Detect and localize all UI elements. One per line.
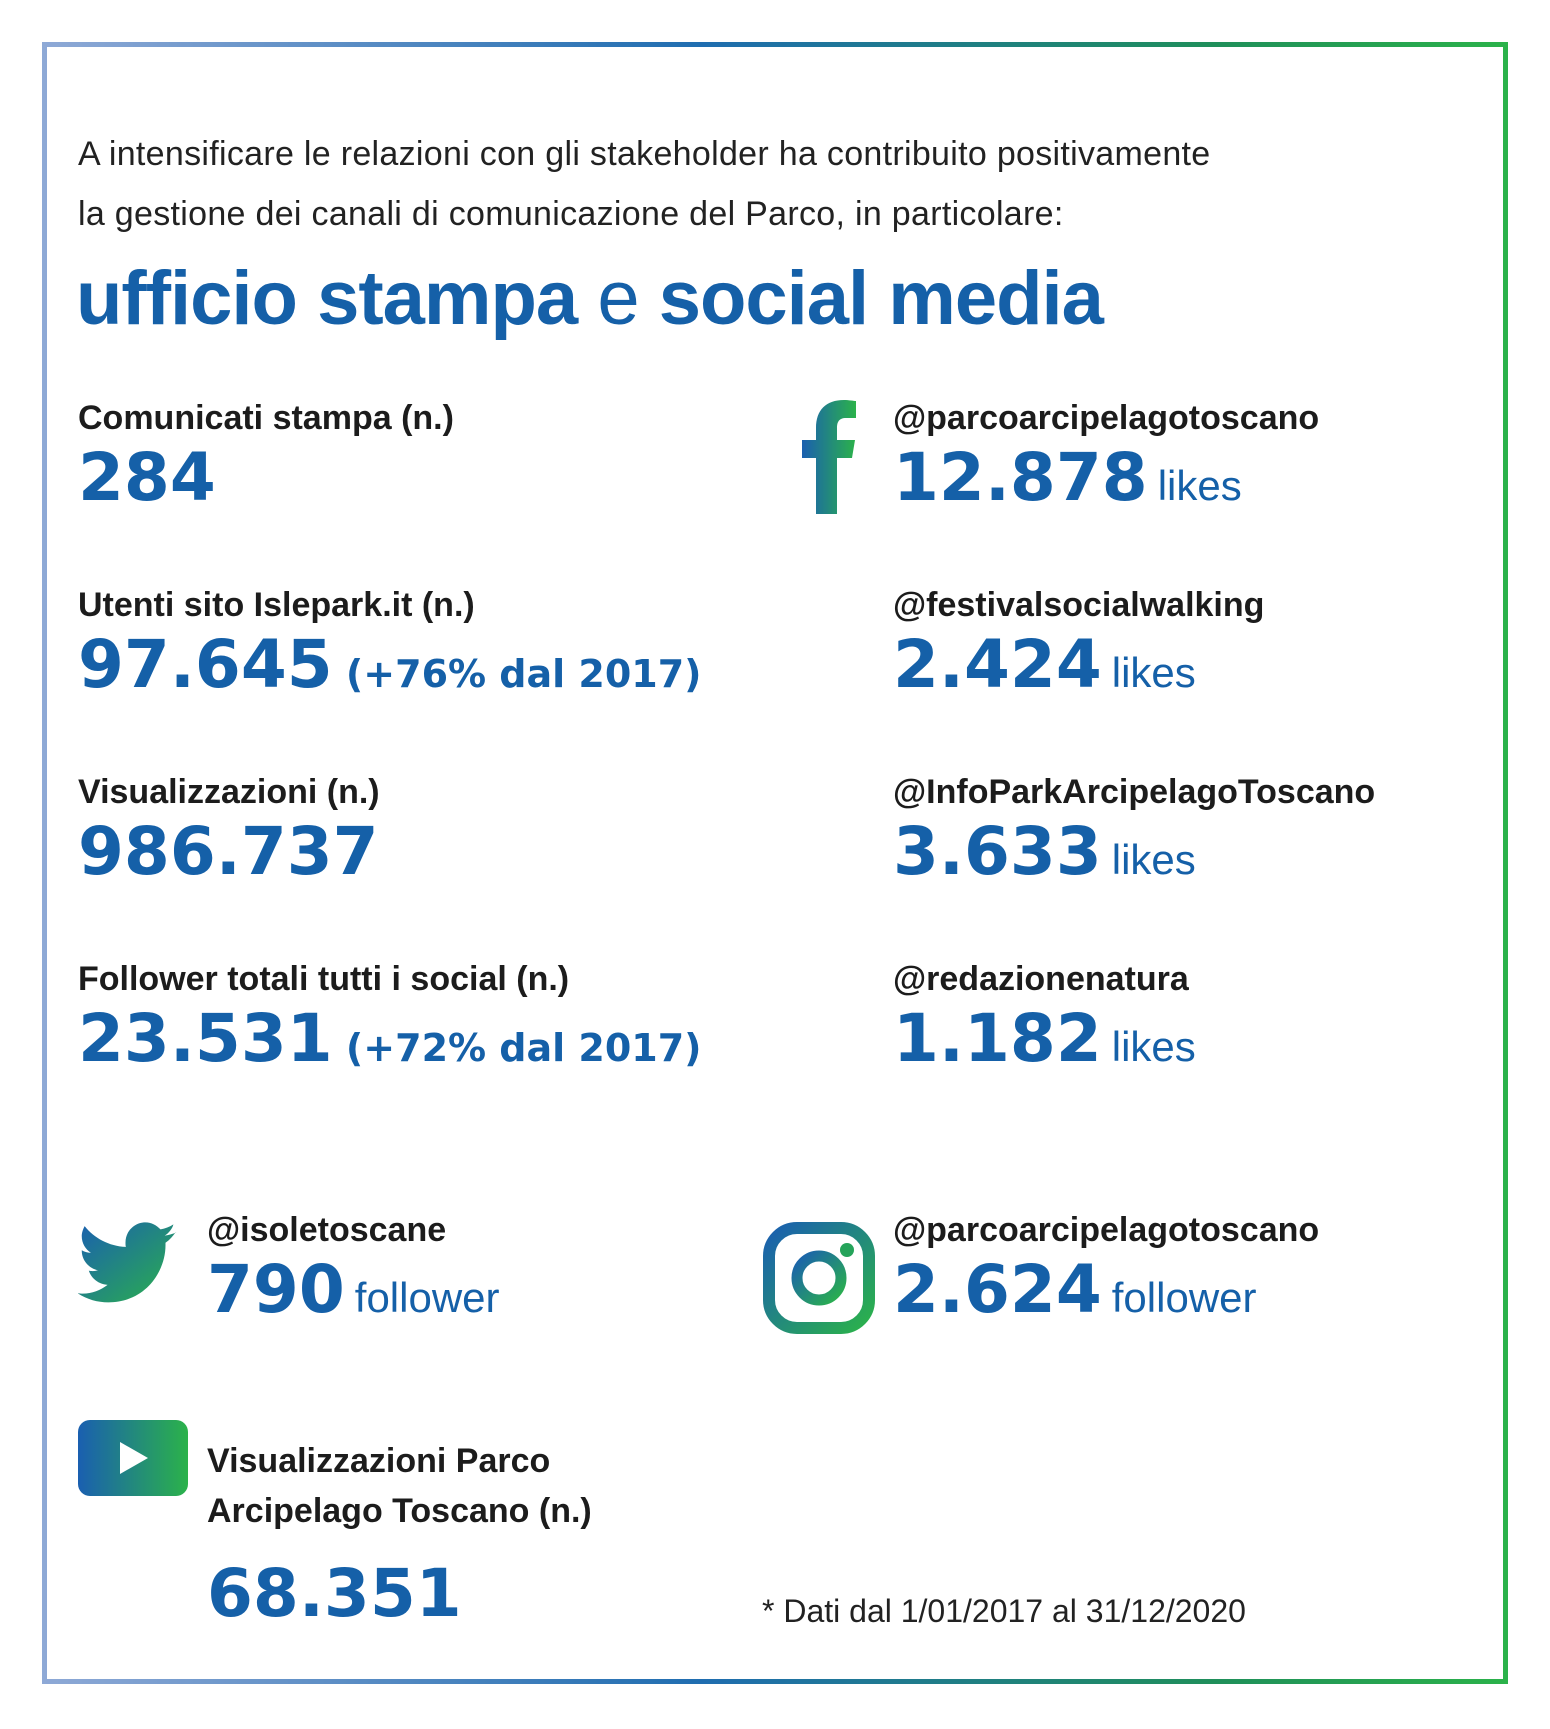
instagram-stat <box>893 1210 1319 1338</box>
facebook-handle: @redazionenatura <box>893 960 1189 998</box>
facebook-likes <box>893 999 1196 1087</box>
followers-unit: follower <box>354 1274 500 1321</box>
intro-line-1: A intensificare le relazioni con gli stakeholder ha contribuito positivamente <box>78 135 1211 173</box>
intro-text <box>78 124 1458 244</box>
stat-value <box>78 812 380 892</box>
youtube-label-line-1: Visualizzazioni Parco <box>207 1442 551 1480</box>
youtube-stat <box>207 1436 592 1634</box>
youtube-play-icon <box>78 1420 188 1496</box>
stat-number: 23.531 <box>78 1000 333 1077</box>
title-part-2: social media <box>658 256 1103 341</box>
facebook-page-4 <box>893 959 1196 1087</box>
stat-label: Comunicati stampa (n.) <box>78 399 454 437</box>
facebook-handle: @InfoParkArcipelagoToscano <box>893 773 1376 811</box>
page-title <box>76 255 1103 342</box>
followers-number: 790 <box>207 1251 345 1328</box>
title-part-1: ufficio stampa <box>76 256 578 341</box>
facebook-likes <box>893 438 1319 526</box>
facebook-likes <box>893 625 1264 713</box>
stat-number: 986.737 <box>78 813 379 890</box>
facebook-icon <box>800 400 856 514</box>
stat-number: 97.645 <box>78 626 333 703</box>
stat-value <box>78 999 702 1088</box>
stat-number: 284 <box>78 439 216 516</box>
likes-number: 12.878 <box>893 439 1148 516</box>
youtube-label-line-2: Arcipelago Toscano (n.) <box>207 1492 592 1530</box>
facebook-page-1 <box>893 398 1319 526</box>
stat-press-releases <box>78 398 454 518</box>
likes-number: 3.633 <box>893 813 1102 890</box>
title-conjunction: e <box>577 256 659 341</box>
facebook-page-2 <box>893 585 1264 713</box>
youtube-views <box>207 1554 592 1634</box>
views-number: 68.351 <box>207 1555 462 1632</box>
instagram-handle: @parcoarcipelagotoscano <box>893 1211 1320 1249</box>
twitter-bird-icon <box>78 1222 178 1306</box>
stat-views <box>78 772 380 892</box>
stat-label: Utenti sito Islepark.it (n.) <box>78 586 475 624</box>
followers-number: 2.624 <box>893 1251 1102 1328</box>
facebook-handle: @parcoarcipelagotoscano <box>893 399 1320 437</box>
stat-value <box>78 625 702 714</box>
facebook-handle: @festivalsocialwalking <box>893 586 1265 624</box>
intro-line-2: la gestione dei canali di comunicazione del Parco, in particolare: <box>78 195 1064 233</box>
instagram-followers <box>893 1250 1319 1338</box>
instagram-icon <box>763 1222 875 1334</box>
footnote: * Dati dal 1/01/2017 al 31/12/2020 <box>762 1593 1246 1629</box>
likes-unit: likes <box>1111 836 1196 883</box>
twitter-handle: @isoletoscane <box>207 1211 447 1249</box>
likes-number: 1.182 <box>893 1000 1102 1077</box>
facebook-likes <box>893 812 1375 900</box>
twitter-followers <box>207 1250 500 1338</box>
stat-label: Visualizzazioni (n.) <box>78 773 380 811</box>
stat-followers-total <box>78 959 702 1088</box>
stat-site-users <box>78 585 702 714</box>
facebook-page-3 <box>893 772 1375 900</box>
stat-growth: (+72% dal 2017) <box>332 1026 702 1070</box>
followers-unit: follower <box>1111 1274 1257 1321</box>
likes-unit: likes <box>1157 462 1242 509</box>
likes-unit: likes <box>1111 1023 1196 1070</box>
stat-label: Follower totali tutti i social (n.) <box>78 960 570 998</box>
stat-growth: (+76% dal 2017) <box>332 652 702 696</box>
likes-number: 2.424 <box>893 626 1102 703</box>
likes-unit: likes <box>1111 649 1196 696</box>
twitter-stat <box>207 1210 500 1338</box>
stat-value <box>78 438 454 518</box>
